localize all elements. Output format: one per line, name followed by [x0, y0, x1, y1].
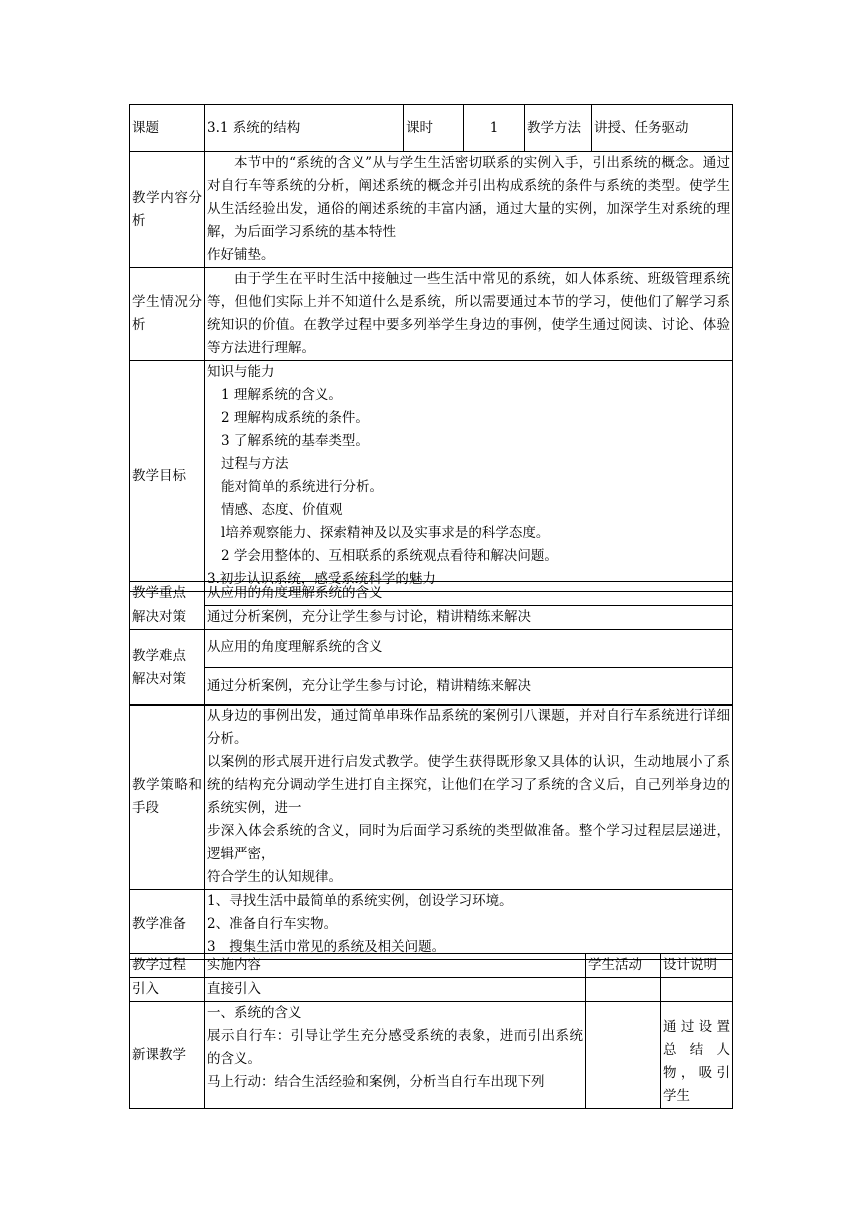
- objective-line: 能对简单的系统进行分析。: [221, 479, 383, 495]
- objective-line: 2 学会用整体的、互相联系的系统观点看待和解决问题。: [221, 548, 558, 564]
- key-strategy-label: 解决对策: [130, 606, 205, 630]
- student-analysis-text: 由于学生在平时生活中接触过一些生活中常见的系统，如人体系统、班级管理系统等，但他们实际上并不知道什么是系统，所以需要通过本节的学习，使他们了解学习系统知识的价值。在教学过程中要多列举学生身边的事例，使学生通过阅读、讨论、体验等方法进行理解。: [205, 268, 733, 361]
- objective-line: 3 了解系统的基奉类型。: [221, 433, 369, 449]
- intro-activity: [586, 978, 661, 1002]
- strategy-para: 符合学生的认知规律。: [207, 869, 342, 885]
- process-col-stage: 教学过程: [130, 954, 205, 978]
- process-col-activity: 学生活动: [586, 954, 661, 978]
- key-strategy-value: 通过分析案例，充分让学生参与讨论，精讲精练来解决: [205, 606, 733, 630]
- intro-content: 直接引入: [205, 978, 586, 1002]
- preparation-line: 3 搜集生活巾常见的系统及相关问题。: [207, 939, 446, 955]
- body-table: [129, 151, 733, 592]
- new-lesson-line: 一、系统的含义: [207, 1005, 302, 1021]
- content-analysis-tail: 作好铺垫。: [207, 247, 275, 263]
- difficulty-value: 从应用的角度理解系统的含义: [205, 630, 733, 668]
- objective-line: l培养观察能力、探索精神及以及实事求是的科学态度。: [221, 525, 550, 541]
- difficulty-strategy-value: 通过分析案例，充分让学生参与讨论，精讲精练来解决: [205, 668, 733, 706]
- topic-label: 课题: [130, 105, 205, 152]
- strategy-cell: [205, 705, 733, 890]
- objective-line: 过程与方法: [221, 456, 289, 472]
- key-point-label: 教学重点: [130, 582, 205, 606]
- header-table: [129, 104, 733, 152]
- objective-line: 知识与能力: [207, 364, 275, 380]
- preparation-cell: [205, 890, 733, 960]
- objectives-cell: [205, 361, 733, 592]
- period-value: 1: [464, 105, 525, 152]
- method-label: 教学方法: [525, 105, 592, 152]
- intro-stage: 引入: [130, 978, 205, 1002]
- key-point-value: 从应用的角度理解系统的含义: [205, 582, 733, 606]
- new-lesson-activity: [586, 1002, 661, 1109]
- difficulty-label: 教学难点: [130, 630, 205, 668]
- strategy-label: 教学策略和手段: [130, 705, 205, 890]
- new-lesson-line: 马上行动：结合生活经验和案例，分析当自行车出现下列: [207, 1074, 545, 1090]
- method-value: 讲授、任务驱动: [592, 105, 733, 152]
- preparation-line: 2、准备自行车实物。: [207, 916, 338, 932]
- preparation-label: 教学准备: [130, 890, 205, 960]
- topic-value: 3.1 系统的结构: [205, 105, 404, 152]
- difficulty-strategy-label: 解决对策: [130, 668, 205, 706]
- content-analysis-text: 本节中的“系统的含义”从与学生生活密切联系的实例入手，引出系统的概念。通过对自行车等系统的分析，阐述系统的概念并引出构成系统的条件与系统的类型。使学生从生活经验出发，通俗的阐述系统的丰富内涵，通过大量的实例，加深学生对系统的理解，为后面学习系统的基本特性: [207, 155, 730, 240]
- strategy-table: [129, 704, 733, 960]
- key-points-table: [129, 581, 733, 706]
- new-lesson-stage: 新课教学: [130, 1002, 205, 1109]
- objective-line: 情感、态度、价值观: [221, 502, 343, 518]
- objectives-label: 教学目标: [130, 361, 205, 592]
- period-label: 课时: [404, 105, 464, 152]
- objective-line: 3.初步认识系统，感受系统科学的魅力: [207, 571, 436, 587]
- content-analysis-cell: [205, 152, 733, 268]
- new-lesson-line: 展示自行车：引导让学生充分感受系统的表象，进而引出系统的含义。: [207, 1028, 583, 1067]
- new-lesson-content: [205, 1002, 586, 1109]
- process-col-content: 实施内容: [205, 954, 586, 978]
- preparation-line: 1、寻找生活中最简单的系统实例，创设学习环境。: [207, 893, 513, 909]
- student-analysis-label: 学生情况分析: [130, 268, 205, 361]
- content-analysis-label: 教学内容分析: [130, 152, 205, 268]
- strategy-para: 从身边的事例出发，通过简单串珠作品系统的案例引八课题，并对自行车系统进行详细分析。: [207, 708, 730, 747]
- strategy-para: 步深入体会系统的含义，同时为后面学习系统的类型做准备。整个学习过程层层递进，逻辑严密，: [207, 823, 730, 862]
- objective-line: 2 理解构成系统的条件。: [221, 410, 369, 426]
- process-table: [129, 953, 733, 1109]
- process-col-notes: 设计说明: [661, 954, 733, 978]
- intro-notes: [661, 978, 733, 1002]
- strategy-para: 以案例的形式展开进行启发式教学。使学生获得既形象又具体的认识，生动地展小了系统的结构充分调动学生进打自主探究，让他们在学习了系统的含义后，自己列举身边的系统实例，进一: [207, 754, 730, 816]
- new-lesson-notes: 通过设置总结人物，吸引学生: [661, 1002, 733, 1109]
- objective-line: 1 理解系统的含义。: [221, 387, 342, 403]
